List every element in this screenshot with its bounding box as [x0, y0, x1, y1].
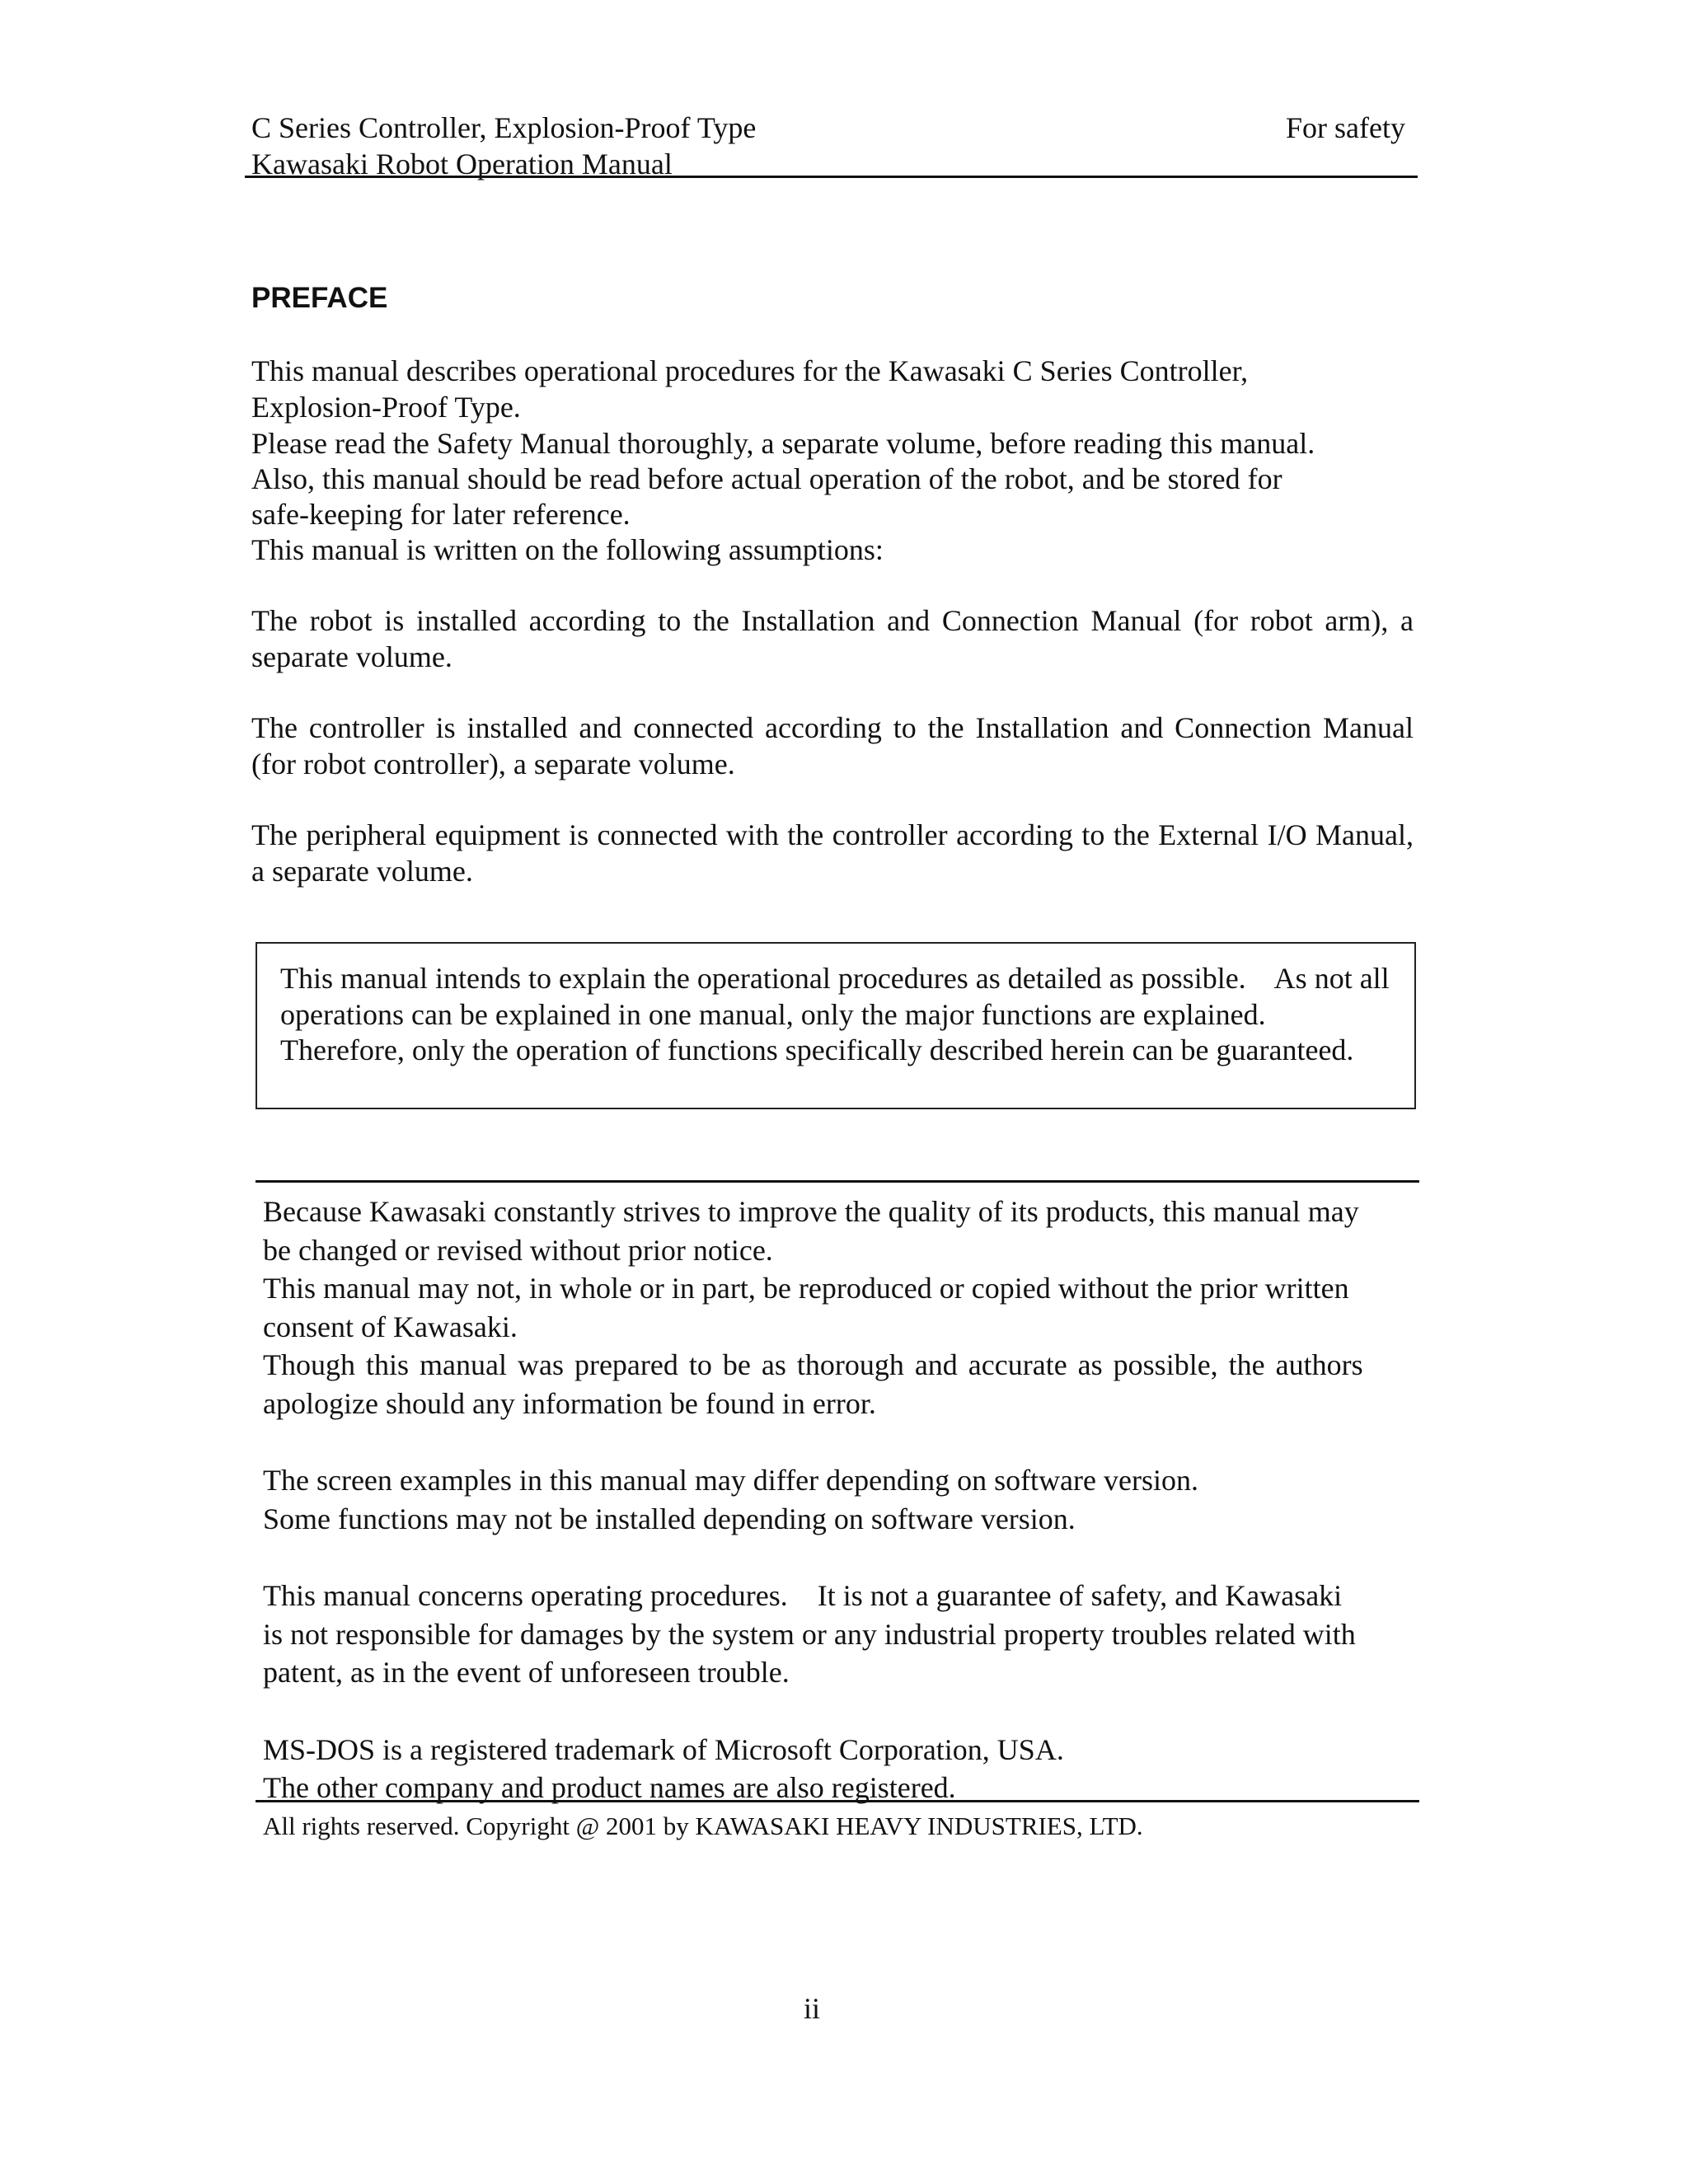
assumption-paragraph: The controller is installed and connected according to the Installation and Connection Manual (for robot controller), a separate volume.: [251, 711, 1414, 780]
intro-line: Explosion-Proof Type.: [251, 391, 521, 424]
legal-line: This manual concerns operating procedures. It is not a guarantee of safety, and Kawasaki: [263, 1579, 1343, 1612]
legal-line: This manual may not, in whole or in part, be reproduced or copied without the prior written: [263, 1272, 1349, 1305]
legal-line: be changed or revised without prior notice.: [263, 1234, 773, 1267]
intro-line: This manual describes operational procedures for the Kawasaki C Series Controller,: [251, 354, 1249, 387]
legal-line: Though this manual was prepared to be as thorough and accurate as possible, the authors: [263, 1348, 1363, 1381]
intro-line: safe-keeping for later reference.: [251, 498, 631, 531]
header-rule: [245, 176, 1418, 178]
header-title-line1: C Series Controller, Explosion-Proof Type: [251, 111, 757, 144]
notice-line: Therefore, only the operation of functions specifically described herein can be guaranteed.: [280, 1033, 1354, 1066]
legal-bottom-rule: [256, 1800, 1419, 1802]
intro-line: Please read the Safety Manual thoroughly, a separate volume, before reading this manual.: [251, 427, 1315, 460]
assumption-paragraph: The robot is installed according to the Installation and Connection Manual (for robot arm), a separate volume.: [251, 604, 1414, 673]
legal-line: MS-DOS is a registered trademark of Microsoft Corporation, USA.: [263, 1733, 1064, 1766]
intro-line: Also, this manual should be read before actual operation of the robot, and be stored for: [251, 462, 1282, 495]
page-title: PREFACE: [251, 282, 388, 314]
assumption-paragraph: The peripheral equipment is connected with the controller according to the External I/O Manual, a separate volume.: [251, 818, 1414, 888]
legal-line: patent, as in the event of unforeseen trouble.: [263, 1656, 790, 1689]
legal-line: Because Kawasaki constantly strives to improve the quality of its products, this manual may: [263, 1195, 1359, 1228]
notice-line: This manual intends to explain the operational procedures as detailed as possible. As not all: [280, 962, 1390, 995]
legal-line: The screen examples in this manual may differ depending on software version.: [263, 1464, 1198, 1497]
legal-top-rule: [256, 1180, 1419, 1183]
intro-line: This manual is written on the following assumptions:: [251, 533, 884, 566]
legal-line: The other company and product names are also registered.: [263, 1771, 956, 1804]
legal-line: is not responsible for damages by the system or any industrial property troubles related with: [263, 1618, 1356, 1651]
header-section: For safety: [1286, 111, 1405, 144]
header-title-line2: Kawasaki Robot Operation Manual: [251, 148, 673, 180]
legal-line: Some functions may not be installed depending on software version.: [263, 1502, 1076, 1535]
page-number: ii: [803, 1992, 820, 2025]
legal-line: apologize should any information be found in error.: [263, 1387, 876, 1420]
notice-line: operations can be explained in one manual, only the major functions are explained.: [280, 998, 1266, 1031]
legal-line: consent of Kawasaki.: [263, 1310, 518, 1343]
copyright-notice: All rights reserved. Copyright @ 2001 by KAWASAKI HEAVY INDUSTRIES, LTD.: [263, 1811, 1143, 1840]
